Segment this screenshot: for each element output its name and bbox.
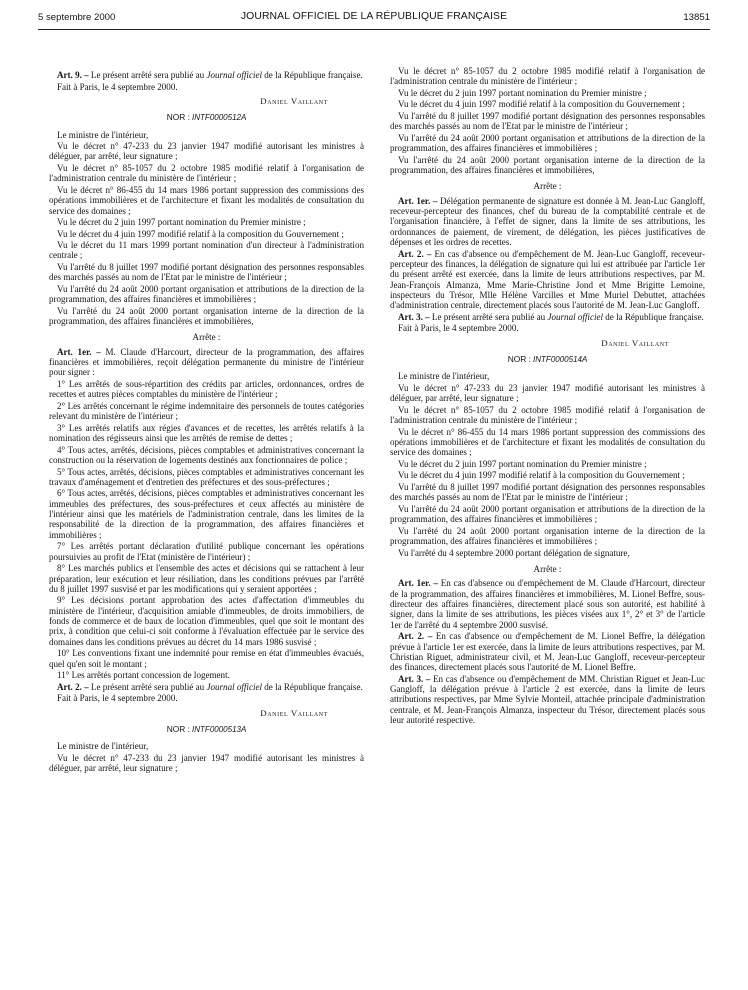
list-item: 1° Les arrêtés de sous-répartition des crédits par articles, ordonnances, ordres de recettes et autres pièces comptables du ministère de l'intérieur ; (49, 379, 364, 400)
arrete-heading: Arrête : (533, 181, 562, 192)
vu-line: Vu l'arrêté du 24 août 2000 portant organisation et attributions de la direction de la programmation, des affaires financières et immobilières ; (49, 283, 364, 305)
arrete-heading: Arrête : (192, 332, 221, 343)
vu-line: Vu le décret n° 85-1057 du 2 octobre 1985 modifié relatif à l'organisation de l'administration centrale du ministère de l'intérieur ; (390, 66, 705, 87)
list-item: 5° Tous actes, arrêtés, décisions, pièces comptables et administratives concernant les travaux d'aménagement et d'entretien des préfectures et des sous-préfectures ; (49, 466, 364, 487)
nor-reference: NOR : INTF0000513A (166, 723, 247, 734)
vu-line: Vu l'arrêté du 24 août 2000 portant organisation et attributions de la direction de la programmation, des affaires financières et immobilières ; (390, 503, 705, 525)
vu-line: Vu l'arrêté du 24 août 2000 portant organisation interne de la direction de la programmation, des affaires financières et immobilières, (49, 305, 364, 327)
signature: Daniel Vaillant (260, 707, 328, 718)
left-column (49, 70, 364, 775)
article: Art. 3. – En cas d'absence ou d'empêchement de MM. Christian Riguet et Jean-Luc Gangloff, la délégation prévue à l'article 2 est exercée, dans la limite de leurs attributions respectives, par Mme Sylvie Monteil, attachée principale d'administration centrale, et M. Jean-François Almanza, inspecteur du Trésor, directement placés sous leur autorité respective. (390, 673, 705, 726)
list-item: 10° Les conventions fixant une indemnité pour remise en état d'immeubles évacués, quel qu'en soit le montant ; (49, 648, 364, 669)
vu-line: Vu le décret n° 85-1057 du 2 octobre 1985 modifié relatif à l'organisation de l'administration centrale du ministère de l'intérieur ; (49, 162, 364, 184)
article: Art. 1er. – M. Claude d'Harcourt, directeur de la programmation, des affaires financières et immobilières, reçoit délégation permanente du ministre de l'intérieur pour signer : (49, 346, 365, 378)
vu-line: Vu le décret du 4 juin 1997 modifié relatif à la composition du Gouvernement ; (398, 99, 685, 110)
list-item: 6° Tous actes, arrêtés, décisions, pièces comptables et administratives concernant les immeubles des préfectures, des sous-préfectures et ceux affectés au ministère de l'intérieur ainsi que les matériels de l'administration centrale, dans les limites de la responsabilité de la direction de la programmation, des affaires financières et immobilières ; (49, 488, 364, 540)
vu-line: Vu le décret du 2 juin 1997 portant nomination du Premier ministre ; (398, 87, 647, 98)
vu-line: Vu l'arrêté du 24 août 2000 portant organisation interne de la direction de la programmation, des affaires financières et immobilières ; (390, 525, 705, 547)
article: Art. 1er. – En cas d'absence ou d'empêchement de M. Claude d'Harcourt, directeur de la programmation, des affaires financières et immobilières, M. Lionel Beffre, sous-directeur des affaires financières, directement placé sous son autorité, est habilité à signer, dans la limite de ses attributions, les pièces visées aux 1°, 2° et 3° de l'article 1er de l'arrêté du 4 septembre 2000 susvisé. (390, 578, 706, 630)
right-column (390, 66, 705, 727)
vu-line: Vu le décret du 4 juin 1997 modifié relatif à la composition du Gouvernement ; (57, 228, 344, 239)
vu-line: Vu l'arrêté du 8 juillet 1997 modifié portant désignation des personnes responsables des marchés passés au nom de l'Etat par le ministre de l'intérieur ; (49, 262, 364, 283)
vu-line: Vu le décret du 4 juin 1997 modifié relatif à la composition du Gouvernement ; (398, 470, 685, 481)
vu-line: Vu le décret n° 86-455 du 14 mars 1986 portant suppression des commissions des opérations immobilières et de l'architecture et fixant les modalités de consultation du service des domaines ; (390, 426, 705, 458)
list-item: 9° Les décisions portant approbation des actes d'affectation d'immeubles du ministère de l'intérieur, d'acquisition amiable d'immeubles, de droits immobiliers, de fonds de commerce et de baux de location d'immeubles, quel que soit le montant des prix, à condition que celui-ci soit conforme à l'évaluation effectuée par le service des domaines dans les conditions prévues au décret du 14 mars 1986 susvisé ; (49, 595, 364, 647)
vu-line: Vu le décret n° 47-233 du 23 janvier 1947 modifié autorisant les ministres à déléguer, par arrêté, leur signature ; (49, 752, 364, 774)
minister-line: Le ministre de l'intérieur, (57, 129, 149, 140)
vu-line: Vu le décret du 2 juin 1997 portant nomination du Premier ministre ; (57, 217, 306, 228)
article: Art. 9. – Le présent arrêté sera publié au Journal officiel de la République française. (57, 70, 363, 80)
minister-line: Le ministre de l'intérieur, (57, 741, 149, 752)
vu-line: Vu l'arrêté du 4 septembre 2000 portant délégation de signature, (398, 547, 630, 558)
header-page-number: 13851 (683, 12, 710, 23)
vu-line: Vu le décret n° 86-455 du 14 mars 1986 portant suppression des commissions des opérations immobilières et de l'architecture et fixant les modalités de consultation du service des domaines ; (49, 184, 364, 216)
article: Art. 2. – En cas d'absence ou d'empêchement de M. Jean-Luc Gangloff, receveur-percepteur des finances, la délégation de signature qui lui est attribuée par l'article 1er du présent arrêté est exercée, dans la limite de leurs attributions respectives, par M. Jean-François Almanza, Mme Marie-Christine Jond et Mme Brigitte Lemoine, inspecteurs du Trésor, Mlle Hélène Varcilles et Mme Muriel Debuttet, attachées d'administration centrale, directement placés sous l'autorité de M. Jean-Luc Gangloff. (390, 248, 705, 311)
vu-line: Vu le décret du 11 mars 1999 portant nomination d'un directeur à l'administration centrale ; (49, 240, 364, 261)
page-header (38, 10, 710, 26)
signature: Daniel Vaillant (601, 337, 669, 348)
list-item: 11° Les arrêtés portant concession de logement. (57, 670, 230, 681)
nor-reference: NOR : INTF0000512A (166, 112, 247, 123)
article: Art. 2. – Le présent arrêté sera publié au Journal officiel de la République française. (57, 681, 363, 692)
vu-line: Vu l'arrêté du 8 juillet 1997 modifié portant désignation des personnes responsables des marchés passés au nom de l'Etat par le ministre de l'intérieur ; (390, 482, 705, 503)
header-journal-title: JOURNAL OFFICIEL DE LA RÉPUBLIQUE FRANÇAISE (240, 11, 508, 22)
article: Art. 1er. – Délégation permanente de signature est donnée à M. Jean-Luc Gangloff, receveur-percepteur des finances, chef du bureau de la comptabilité centrale et de l'organisation financière, à l'effet de signer, dans la limite de ses attributions, les ordonnances de paiement, de virement, de délégation, les pièces justificatives de dépenses et les ordres de recettes. (390, 195, 705, 248)
fait-a-paris: Fait à Paris, le 4 septembre 2000. (398, 323, 519, 334)
vu-line: Vu le décret n° 47-233 du 23 janvier 1947 modifié autorisant les ministres à déléguer, par arrêté, leur signature ; (49, 141, 364, 162)
signature: Daniel Vaillant (260, 95, 328, 106)
list-item: 8° Les marchés publics et l'ensemble des actes et décisions qui se rattachent à leur préparation, leur exécution et leur résiliation, dans les conditions prévues par l'arrêté du 8 juillet 1997 susvisé et par les modifications qui y seraient apportées ; (49, 563, 364, 594)
vu-line: Vu le décret n° 85-1057 du 2 octobre 1985 modifié relatif à l'organisation de l'administration centrale du ministère de l'intérieur ; (390, 404, 705, 426)
header-date: 5 septembre 2000 (38, 12, 116, 23)
vu-line: Vu le décret du 2 juin 1997 portant nomination du Premier ministre ; (398, 458, 647, 469)
vu-line: Vu l'arrêté du 24 août 2000 portant organisation interne de la direction de la programmation, des affaires financières et immobilières, (390, 154, 705, 176)
header-rule (38, 29, 710, 30)
list-item: 4° Tous actes, arrêtés, décisions, pièces comptables et administratives concernant la construction ou la réservation de logements destinés aux fonctionnaires de police ; (49, 444, 364, 465)
vu-line: Vu le décret n° 47-233 du 23 janvier 1947 modifié autorisant les ministres à déléguer, par arrêté, leur signature ; (390, 382, 705, 404)
article: Art. 2. – En cas d'absence ou d'empêchement de M. Lionel Beffre, la délégation prévue à l'article 1er est exercée, dans la limite de leurs attributions respectives, par M. Christian Riguet, administrateur civil, et M. Jean-Luc Gangloff, receveur-percepteur des finances, directement placés sous l'autorité de M. Lionel Beffre. (390, 631, 706, 673)
vu-line: Vu l'arrêté du 24 août 2000 portant organisation et attributions de la direction de la programmation, des affaires financières et immobilières ; (390, 132, 705, 154)
nor-reference: NOR : INTF0000514A (507, 354, 588, 365)
vu-line: Vu l'arrêté du 8 juillet 1997 modifié portant désignation des personnes responsables des marchés passés au nom de l'Etat par le ministre de l'intérieur ; (390, 110, 705, 132)
fait-a-paris: Fait à Paris, le 4 septembre 2000. (57, 693, 178, 704)
fait-a-paris: Fait à Paris, le 4 septembre 2000. (57, 81, 178, 92)
minister-line: Le ministre de l'intérieur, (398, 371, 490, 382)
list-item: 3° Les arrêtés relatifs aux régies d'avances et de recettes, les arrêtés relatifs à la nomination des régisseurs ainsi que les arrêtés de remise de dettes ; (49, 422, 364, 444)
article: Art. 3. – Le présent arrêté sera publié au Journal officiel de la République française. (398, 311, 704, 322)
arrete-heading: Arrête : (533, 563, 562, 574)
list-item: 7° Les arrêtés portant déclaration d'utilité publique concernant les opérations poursuivies au profit de l'Etat (ministère de l'intérieur) ; (49, 541, 364, 562)
list-item: 2° Les arrêtés concernant le régime indemnitaire des personnels de toutes catégories relevant du ministère de l'intérieur ; (49, 400, 364, 422)
